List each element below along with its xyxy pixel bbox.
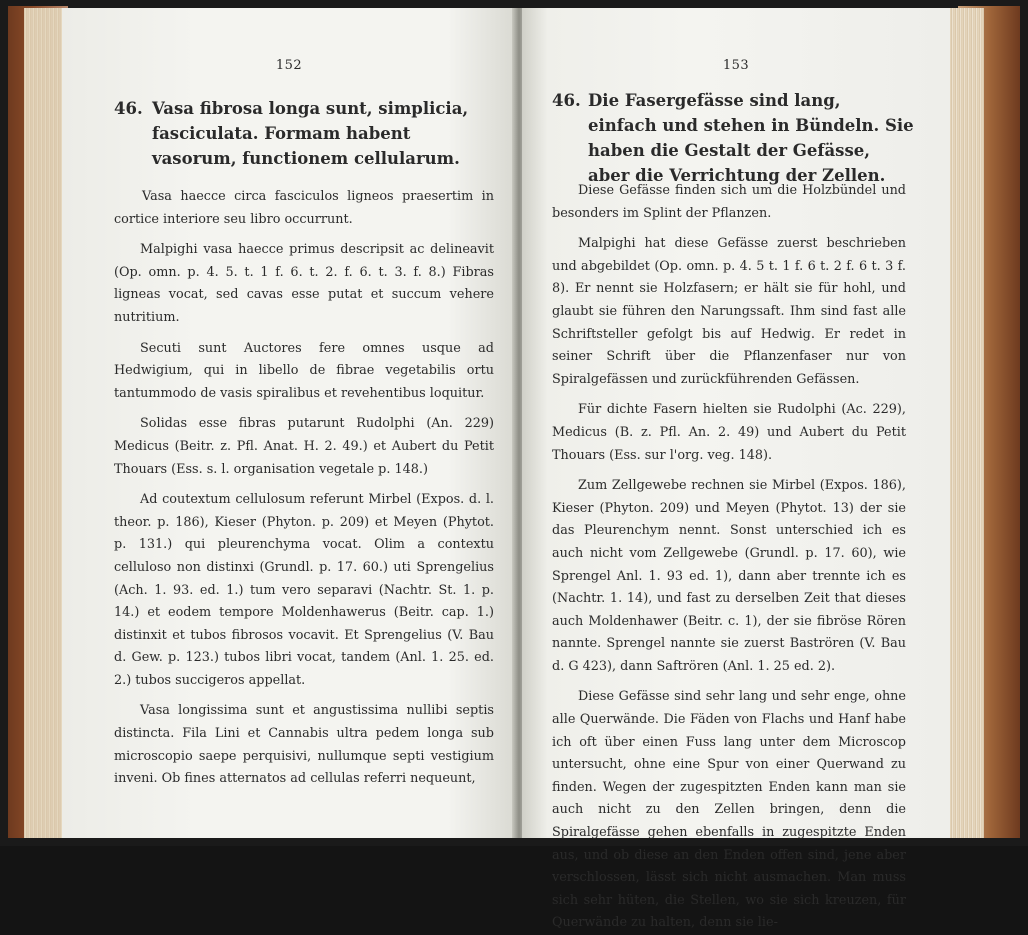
section-number: 46. <box>552 91 581 110</box>
section-number: 46. <box>114 99 143 118</box>
paragraph: Diese Gefässe finden sich um die Holzbündel und besonders im Splint der Pflanzen. <box>552 183 906 221</box>
paragraph: Zum Zellgewebe rechnen sie Mirbel (Expos. 186), Kieser (Phyton. 209) und Meyen (Phytot. 13) der sie das Pleurenchym nennt. Sonst unterschied ich es auch nicht vom Zellgewebe (Grundl. p. 17. 60), wie Sprengel Anl. 1. 93 ed. 1), dann aber trennte ich es (Nachtr. 1. 14), und fast zu derselben Zeit that dieses auch Moldenhawer (Beitr. c. 1), der sie fibröse Rören nannte. Sprengel nannte sie zuerst Baströren (V. Bau d. G 423), dann Saftrören (Anl. 1. 25 ed. 2). <box>552 478 906 674</box>
section-heading <box>552 88 914 188</box>
paragraph: Solidas esse fibras putarunt Rudolphi (An. 229) Medicus (Beitr. z. Pfl. Anat. H. 2. 49.) et Aubert du Petit Thouars (Ess. s. l. organisation vegetale p. 148.) <box>114 416 494 477</box>
page-edges-right <box>944 8 984 838</box>
section-title: Die Fasergefässe sind lang, einfach und stehen in Bündeln. Sie haben die Gestalt der Gefässe, aber die Verrichtung der Zellen. <box>588 91 914 185</box>
right-page <box>522 8 950 931</box>
section-heading <box>114 96 492 171</box>
paragraph: Malpighi hat diese Gefässe zuerst beschrieben und abgebildet (Op. omn. p. 4. 5 t. 1 f. 6 t. 2 f. 6 t. 3 f. 8). Er nennt sie Holzfasern; er hält sie für hohl, und glaubt sie führen den Narungssaft. Ihm sind fast alle Schriftsteller gefolgt bis auf Hedwig. Er redet in seiner Schrift über die Pflanzenfaser nur von Spiralgefässen und zurückführenden Gefässen. <box>552 236 906 387</box>
left-page <box>62 8 516 838</box>
paragraph: Für dichte Fasern hielten sie Rudolphi (Ac. 229), Medicus (B. z. Pfl. An. 2. 49) und Aubert du Petit Thouars (Ess. sur l'org. veg. 148). <box>552 402 906 463</box>
paragraph: Secuti sunt Auctores fere omnes usque ad Hedwigium, qui in libello de fibrae vegetabilis ortu tantummodo de vasis spiralibus et revehentibus loquitur. <box>114 340 494 401</box>
paragraph: Vasa longissima sunt et angustissima nullibi septis distincta. Fila Lini et Cannabis ultra pedem longa sub microscopio saepe perquisivi, nullumque septi vestigium inveni. Ob fines atternatos ad cellulas referri nequeunt, <box>114 703 494 787</box>
page-number: 152 <box>275 58 303 73</box>
page-number: 153 <box>722 58 750 73</box>
body-text <box>552 180 906 935</box>
paragraph: Malpighi vasa haecce primus descripsit ac delineavit (Op. omn. p. 4. 5. t. 1 f. 6. t. 2. f. 6. t. 3. f. 8.) Fibras ligneas vocat, sed cavas esse putat et succum vehere nutritium. <box>114 242 494 325</box>
paragraph: Vasa haecce circa fasciculos ligneos praesertim in cortice interiore seu libro occurrunt. <box>114 189 494 227</box>
body-text <box>114 186 494 791</box>
paragraph: Diese Gefässe sind sehr lang und sehr enge, ohne alle Querwände. Die Fäden von Flachs und Hanf habe ich oft über einen Fuss lang unter dem Microscop untersucht, ohne eine Spur von einer Querwand zu finden. Wegen der zugespitzten Enden kann man sie auch nicht zu den Zellen bringen, denn die Spiralgefässe gehen ebenfalls in zugespitzte Enden aus, und ob diese an den Enden offen sind, jene aber verschlossen, lässt sich nicht ausmachen. Man muss sich sehr hüten, die Stellen, wo sie sich kreuzen, für Querwände zu halten, denn sie lie- <box>552 689 906 931</box>
paragraph: Ad coutextum cellulosum referunt Mirbel (Expos. d. l. theor. p. 186), Kieser (Phyton. p. 209) et Meyen (Phytot. p. 131.) qui pleurenchyma vocat. Olim a contextu celluloso non distinxi (Grundl. p. 17. 60.) uti Sprengelius (Ach. 1. 93. ed. 1.) tum vero separavi (Nachtr. St. 1. p. 14.) et eodem tempore Moldenhawerus (Beitr. cap. 1.) distinxit et tubos fibrosos vocavit. Et Sprengelius (V. Bau d. Gew. p. 123.) tubos libri vocat, tandem (Anl. 1. 25. ed. 2.) tubos succigeros appellat. <box>114 492 494 688</box>
section-title: Vasa fibrosa longa sunt, simplicia, fasciculata. Formam habent vasorum, functionem cellularum. <box>152 99 469 168</box>
